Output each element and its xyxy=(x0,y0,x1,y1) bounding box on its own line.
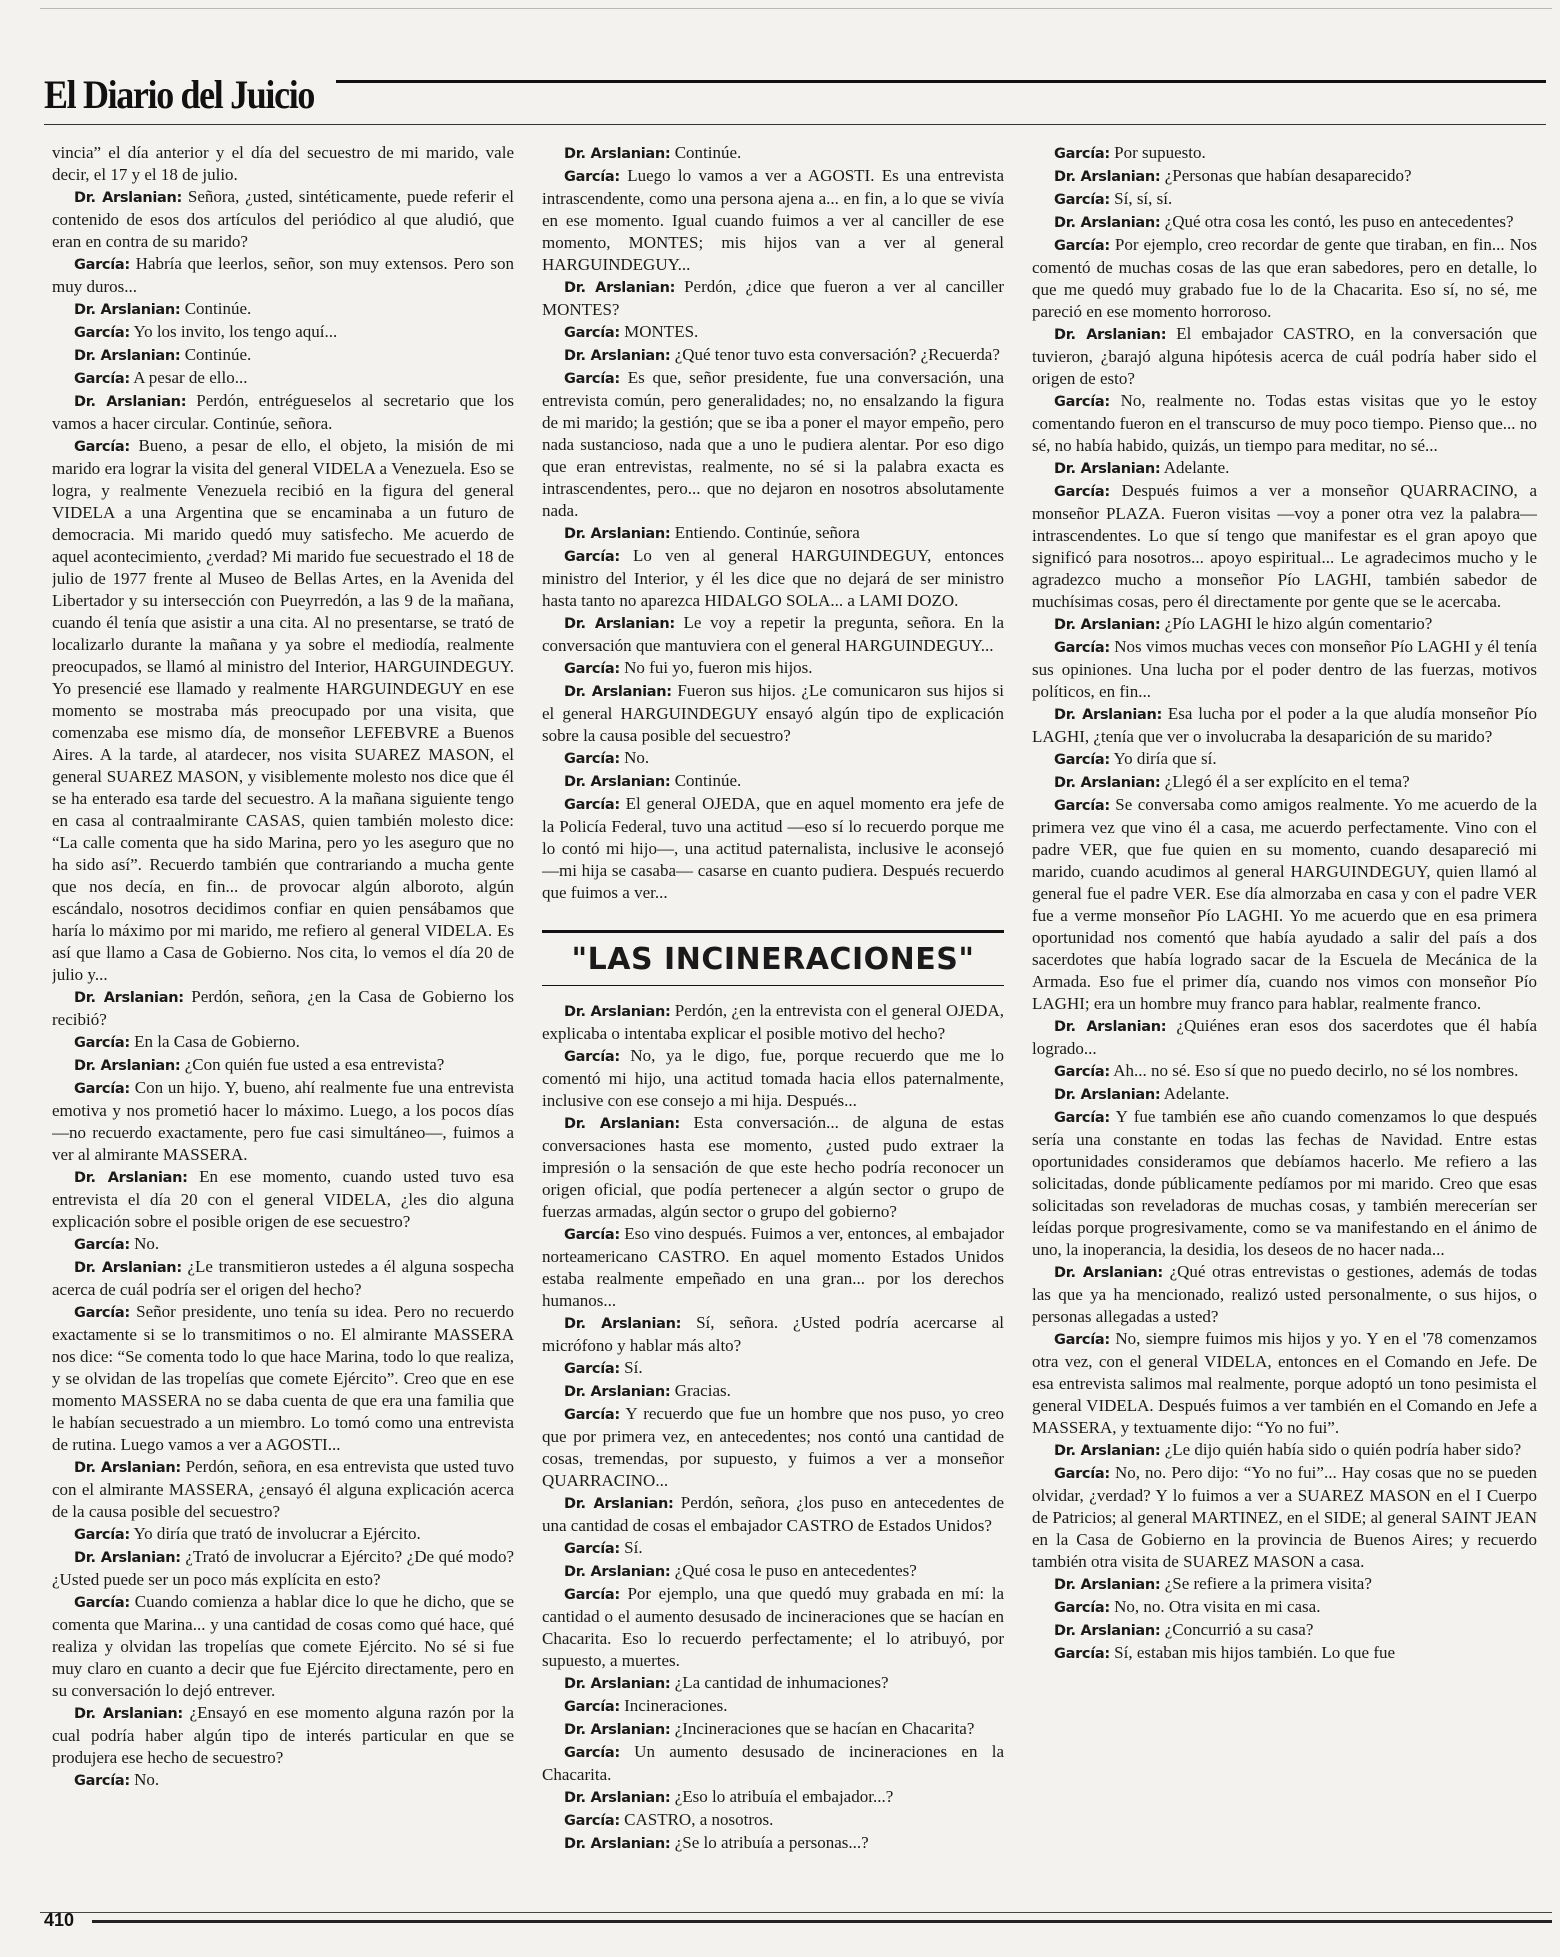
paragraph-text: Sí. xyxy=(619,1358,643,1377)
speaker-label: Dr. Arslanian: xyxy=(1054,1623,1161,1639)
speaker-label: García: xyxy=(564,661,620,677)
paragraph xyxy=(542,1832,1004,1855)
speaker-label: García: xyxy=(1054,1064,1110,1080)
speaker-label: Dr. Arslanian: xyxy=(74,1260,182,1276)
paragraph xyxy=(542,1786,1004,1809)
section-title: "LAS INCINERACIONES" xyxy=(542,930,1004,986)
paragraph-text: El embajador CASTRO, en la conversación que tuvieron, ¿barajó alguna hipótesis acerca de cuál podría haber sido el origen de esto? xyxy=(1032,324,1537,388)
speaker-label: Dr. Arslanian: xyxy=(1054,169,1161,185)
speaker-label: García: xyxy=(74,1081,130,1097)
paragraph-text: Adelante. xyxy=(1160,1084,1230,1103)
paragraph xyxy=(52,1591,514,1702)
speaker-label: García: xyxy=(564,1813,620,1829)
speaker-label: Dr. Arslanian: xyxy=(74,1706,183,1722)
paragraph-text: Por supuesto. xyxy=(1109,143,1206,162)
speaker-label: García: xyxy=(1054,484,1110,500)
speaker-label: García: xyxy=(564,169,620,185)
paragraph-text: Continúe. xyxy=(180,299,252,318)
paragraph-text: Sí, sí, sí. xyxy=(1109,189,1173,208)
speaker-label: García: xyxy=(1054,192,1110,208)
paragraph xyxy=(542,680,1004,747)
paragraph-text: El general OJEDA, que en aquel momento era jefe de la Policía Federal, tuvo una actitud —eso sí lo recuerdo porque me lo contó mi hijo—, una actitud paternalista, inclusive le aconsejó —mi hija se casaba— casarse en cuanto pudiera. Después recuerdo que fuimos a ver... xyxy=(542,794,1004,902)
paragraph-text: Continúe. xyxy=(670,143,742,162)
page-number: 410 xyxy=(44,1910,75,1930)
paragraph-text: Y recuerdo que fue un hombre que nos puso, yo creo que por primera vez, en antecedentes; nos contó una cantidad de cosas, tremendas, por supuesto, y fuimos a ver a monseñor QUARRACINO... xyxy=(542,1404,1004,1490)
paragraph xyxy=(1032,1015,1537,1060)
paragraph xyxy=(52,1077,514,1166)
speaker-label: García: xyxy=(1054,640,1110,656)
header-rule xyxy=(336,80,1546,83)
speaker-label: García: xyxy=(1054,1466,1110,1482)
paragraph xyxy=(52,1166,514,1233)
paragraph-text: En la Casa de Gobierno. xyxy=(129,1032,300,1051)
footer-rule xyxy=(40,1912,1552,1913)
speaker-label: García: xyxy=(564,797,620,813)
speaker-label: García: xyxy=(564,1587,620,1603)
speaker-label: Dr. Arslanian: xyxy=(1054,1443,1161,1459)
paragraph xyxy=(52,298,514,321)
paragraph-text: Un aumento desusado de incineraciones en la Chacarita. xyxy=(542,1742,1004,1784)
paragraph xyxy=(542,1223,1004,1312)
paragraph xyxy=(1032,1106,1537,1261)
paragraph xyxy=(542,142,1004,165)
speaker-label: Dr. Arslanian: xyxy=(564,1836,671,1852)
speaker-label: García: xyxy=(1054,146,1110,162)
speaker-label: Dr. Arslanian: xyxy=(74,190,183,206)
speaker-label: Dr. Arslanian: xyxy=(564,774,671,790)
paragraph xyxy=(542,1560,1004,1583)
paragraph xyxy=(52,1769,514,1792)
paragraph-text: Nos vimos muchas veces con monseñor Pío LAGHI y él tenía sus opiniones. Una lucha por el poder dentro de las fuerzas, motivos políticos, en fin... xyxy=(1032,637,1537,701)
paragraph-text: Perdón, señora, ¿los puso en antecedentes de una cantidad de cosas el embajador CASTRO de Estados Unidos? xyxy=(542,1493,1004,1535)
paragraph xyxy=(1032,390,1537,457)
paragraph-text: No. xyxy=(129,1770,160,1789)
speaker-label: Dr. Arslanian: xyxy=(1054,1019,1167,1035)
paragraph xyxy=(1032,1619,1537,1642)
paragraph-text: Con un hijo. Y, bueno, ahí realmente fue una entrevista emotiva y nos prometió hacer lo máximo. Luego, a los pocos días —no recuerdo exactamente, pero fue casi simultáneo—, fuimos a ver al almirante MASSERA. xyxy=(52,1078,514,1164)
paragraph xyxy=(542,1357,1004,1380)
speaker-label: García: xyxy=(564,1699,620,1715)
paragraph-text: Yo los invito, los tengo aquí... xyxy=(129,322,338,341)
speaker-label: García: xyxy=(74,325,130,341)
speaker-label: Dr. Arslanian: xyxy=(74,1460,181,1476)
paragraph xyxy=(52,435,514,986)
paragraph-text: Fueron sus hijos. ¿Le comunicaron sus hijos si el general HARGUINDEGUY ensayó algún tipo de explicación sobre la causa posible del secuestro? xyxy=(542,681,1004,745)
speaker-label: García: xyxy=(74,1237,130,1253)
paragraph-text: No. xyxy=(129,1234,160,1253)
speaker-label: Dr. Arslanian: xyxy=(564,526,671,542)
paragraph xyxy=(542,1403,1004,1492)
paragraph xyxy=(542,657,1004,680)
paragraph xyxy=(1032,1439,1537,1462)
paragraph xyxy=(1032,1060,1537,1083)
speaker-label: Dr. Arslanian: xyxy=(564,684,672,700)
paragraph-text: Yo diría que sí. xyxy=(1109,749,1217,768)
speaker-label: García: xyxy=(1054,1646,1110,1662)
speaker-label: García: xyxy=(74,439,130,455)
paragraph-text: ¿Llegó él a ser explícito en el tema? xyxy=(1160,772,1410,791)
speaker-label: Dr. Arslanian: xyxy=(1054,327,1167,343)
speaker-label: Dr. Arslanian: xyxy=(564,1722,671,1738)
paragraph xyxy=(542,770,1004,793)
paragraph xyxy=(542,793,1004,904)
column-3 xyxy=(1032,142,1537,1900)
paragraph xyxy=(1032,613,1537,636)
paragraph-text: Después fuimos a ver a monseñor QUARRACINO, a monseñor PLAZA. Fueron visitas —voy a poner otra vez la palabra— intrascendentes. Lo que sí tengo que manifestar es el gran apoyo que significó para nosotros... apoyo espiritual... Le agradecimos mucho y le agradezco mucho a monseñor Pío LAGHI, también sabedor de muchísimas cosas, pero él directamente por gente que se le acercaba. xyxy=(1032,481,1537,611)
paragraph-text: ¿Qué otra cosa les contó, les puso en antecedentes? xyxy=(1160,212,1514,231)
paragraph xyxy=(542,545,1004,612)
paragraph xyxy=(52,1054,514,1077)
speaker-label: García: xyxy=(1054,1110,1110,1126)
paragraph-text: Le voy a repetir la pregunta, señora. En la conversación que mantuviera con el general HARGUINDEGUY... xyxy=(542,613,1004,655)
speaker-label: Dr. Arslanian: xyxy=(74,394,187,410)
paragraph-text: Por ejemplo, una que quedó muy grabada en mí: la cantidad o el aumento desusado de incineraciones que se hacían en Chacarita. Eso lo recuerdo perfectamente; el lo atribuyó, por supuesto, a muertes. xyxy=(542,1584,1004,1670)
paragraph xyxy=(542,1583,1004,1672)
paragraph-text: En ese momento, cuando usted tuvo esa entrevista el día 20 con el general VIDELA, ¿les dio alguna explicación sobre el posible origen de ese secuestro? xyxy=(52,1167,514,1231)
paragraph-text: Señora, ¿usted, sintéticamente, puede referir el contenido de esos dos artículos del periódico al que aludió, que eran en contra de su marido? xyxy=(52,187,514,251)
paragraph-text: Y fue también ese año cuando comenzamos lo que después sería una constante en todas las fechas de Navidad. Entre estas oportunidades consideramos que debíamos hacerlo. Me refiero a las solicitadas, donde públicamente pedíamos por mi marido. Creo que esas solicitadas son reveladoras de muchas cosas, y también merecerían ser leídas porque progresivamente, como se va manifestando en el ánimo de uno, la inoperancia, la desidia, los deseos de no hacer nada... xyxy=(1032,1107,1537,1259)
paragraph-text: ¿Personas que habían desaparecido? xyxy=(1160,166,1412,185)
speaker-label: Dr. Arslanian: xyxy=(74,1058,181,1074)
paragraph xyxy=(1032,142,1537,165)
speaker-label: García: xyxy=(564,1049,620,1065)
paragraph-text: ¿Le transmitieron ustedes a él alguna sospecha acerca de cuál podría ser el origen del hecho? xyxy=(52,1257,514,1299)
speaker-label: García: xyxy=(564,1541,620,1557)
speaker-label: García: xyxy=(1054,1332,1110,1348)
speaker-label: Dr. Arslanian: xyxy=(1054,1577,1161,1593)
speaker-label: García: xyxy=(74,1527,130,1543)
paragraph-text: Continúe. xyxy=(180,345,252,364)
paragraph-text: No, no. Pero dijo: “Yo no fui”... Hay cosas que no se pueden olvidar, ¿verdad? Y lo fuimos a ver a SUAREZ MASON en el I Cuerpo de Patricios; al general MARTINEZ, en el SIDE; al general SAINT JEAN en la Casa de Gobierno en la provincia de Buenos Aires; y recuerdo también otra visita de SUAREZ MASON a casa. xyxy=(1032,1463,1537,1571)
paragraph xyxy=(1032,1083,1537,1106)
paragraph xyxy=(1032,165,1537,188)
speaker-label: Dr. Arslanian: xyxy=(564,348,671,364)
paragraph xyxy=(52,186,514,253)
paragraph xyxy=(542,1741,1004,1786)
paragraph xyxy=(542,522,1004,545)
speaker-label: Dr. Arslanian: xyxy=(564,1316,682,1332)
paragraph-text: Eso vino después. Fuimos a ver, entonces, al embajador norteamericano CASTRO. En aquel momento Estados Unidos estaba realmente empeñado en una gran... por los derechos humanos... xyxy=(542,1224,1004,1310)
paragraph xyxy=(1032,1328,1537,1439)
speaker-label: Dr. Arslanian: xyxy=(564,1384,671,1400)
speaker-label: Dr. Arslanian: xyxy=(74,990,184,1006)
paragraph xyxy=(52,1031,514,1054)
paragraph xyxy=(1032,1596,1537,1619)
paragraph-text: Luego lo vamos a ver a AGOSTI. Es una entrevista intrascendente, como una persona ajena a... en fin, a lo que se vivía en ese momento. Igual cuando fuimos a ver al canciller de ese momento, MONTES; mis hijos van a ver al general HARGUINDEGUY... xyxy=(542,166,1004,274)
paragraph-text: ¿Qué cosa le puso en antecedentes? xyxy=(670,1561,917,1580)
paragraph-text: ¿Se refiere a la primera visita? xyxy=(1160,1574,1372,1593)
speaker-label: García: xyxy=(74,1773,130,1789)
speaker-label: Dr. Arslanian: xyxy=(564,1496,674,1512)
speaker-label: Dr. Arslanian: xyxy=(1054,1087,1161,1103)
paragraph-text: ¿Quiénes eran esos dos sacerdotes que él había logrado... xyxy=(1032,1016,1537,1058)
speaker-label: García: xyxy=(74,1595,130,1611)
paragraph-text: Gracias. xyxy=(670,1381,731,1400)
speaker-label: Dr. Arslanian: xyxy=(1054,775,1161,791)
speaker-label: García: xyxy=(74,257,130,273)
paragraph-text: ¿Trató de involucrar a Ejército? ¿De qué modo? ¿Usted puede ser un poco más explícita en esto? xyxy=(52,1547,514,1589)
paragraph-text: Ah... no sé. Eso sí que no puedo decirlo, no sé los nombres. xyxy=(1109,1061,1519,1080)
paragraph xyxy=(52,1702,514,1769)
speaker-label: García: xyxy=(1054,394,1110,410)
speaker-label: Dr. Arslanian: xyxy=(74,1170,188,1186)
speaker-label: Dr. Arslanian: xyxy=(564,280,676,296)
paragraph xyxy=(1032,188,1537,211)
paragraph xyxy=(52,367,514,390)
paragraph xyxy=(1032,636,1537,703)
paragraph-text: Señor presidente, uno tenía su idea. Pero no recuerdo exactamente si se lo transmitimos o no. El almirante MASSERA nos dice: “Se comenta todo lo que hace Marina, todo lo que realiza, y se olvidan de las tropelías que comete Ejército”. Creo que en ese momento MASSERA no se daba cuenta de que era una familia que le habían secuestrado a un miembro. Lo tomó como una entrevista de rutina. Luego vamos a ver a AGOSTI... xyxy=(52,1302,514,1454)
paragraph xyxy=(542,1000,1004,1045)
paragraph xyxy=(1032,1573,1537,1596)
top-rule xyxy=(40,8,1552,9)
paragraph-text: Se conversaba como amigos realmente. Yo me acuerdo de la primera vez que vino él a casa, me acuerdo perfectamente. Vino con el padre VER, que fue quien en su momento, cuando desapareció mi marido, cuando acudimos al general HARGUINDEGUY, quien llamó al general fue el padre VER. Ese día almorzaba en casa y con el padre VER fue a verme monseñor Pío LAGHI. Yo me acuerdo que en esa primera oportunidad nos comentó que había ayudado a salir del país a dos sacerdotes que había logrado sacar de la Escuela de Mecánica de la Armada. Eso fue el primer día, cuando nos vimos con monseñor Pío LAGHI; era un hombre muy franco para hablar, realmente franco. xyxy=(1032,795,1537,1013)
paragraph-text: No, realmente no. Todas estas visitas que yo le estoy comentando fueron en el transcurso de muy poco tiempo. Pienso que... no sé, no había habido, quizás, un tiempo para meditar, no sé... xyxy=(1032,391,1537,455)
paragraph-text: Perdón, ¿en la entrevista con el general OJEDA, explicaba o intentaba explicar el posible motivo del hecho? xyxy=(542,1001,1004,1043)
paragraph xyxy=(542,1492,1004,1537)
masthead: El Diario del Juicio xyxy=(44,72,314,117)
speaker-label: Dr. Arslanian: xyxy=(74,302,181,318)
paragraph-text: ¿Pío LAGHI le hizo algún comentario? xyxy=(1160,614,1433,633)
paragraph-text: Es que, señor presidente, fue una conversación, una entrevista común, pero generalidades; no, no ensalzando la figura de mi marido; la gestión; que se iba a poner el mayor empeño, pero nada sustancioso, nada que a uno le pudiera alentar. Por eso digo que eran entrevistas, realmente, no sé si la palabra exacta es intrascendentes, pero... que no dejaron en nosotros absolutamente nada. xyxy=(542,368,1004,520)
paragraph xyxy=(542,1537,1004,1560)
speaker-label: García: xyxy=(1054,798,1110,814)
paragraph-text: MONTES. xyxy=(619,322,699,341)
paragraph xyxy=(1032,1261,1537,1328)
paragraph xyxy=(542,344,1004,367)
speaker-label: García: xyxy=(564,751,620,767)
article-body xyxy=(52,142,1537,1900)
speaker-label: García: xyxy=(564,1745,620,1761)
speaker-label: Dr. Arslanian: xyxy=(1054,215,1161,231)
speaker-label: García: xyxy=(564,549,620,565)
paragraph-text: Perdón, señora, en esa entrevista que usted tuvo con el almirante MASSERA, ¿ensayó él alguna explicación acerca de la causa posible del secuestro? xyxy=(52,1457,514,1521)
paragraph xyxy=(542,1809,1004,1832)
paragraph-text: ¿Eso lo atribuía el embajador...? xyxy=(670,1787,894,1806)
speaker-label: Dr. Arslanian: xyxy=(1054,617,1161,633)
paragraph-text: Esa lucha por el poder a la que aludía monseñor Pío LAGHI, ¿tenía que ver o involucraba la desaparición de su marido? xyxy=(1032,704,1537,746)
paragraph-text: Por ejemplo, creo recordar de gente que tiraban, en fin... Nos comentó de muchas cosas de las que eran sabedores, pero en detalle, lo que me quedó muy grabado fue lo de la Chacarita. Eso sí, no sé, me pareció en ese momento horroroso. xyxy=(1032,235,1537,321)
speaker-label: García: xyxy=(1054,1600,1110,1616)
paragraph xyxy=(542,747,1004,770)
paragraph-text: Bueno, a pesar de ello, el objeto, la misión de mi marido era lograr la visita del general VIDELA a Venezuela. Eso se logra, y realmente Venezuela recibió en la figura del general VIDELA a una Argentina que se encaminaba a un futuro de democracia. Mi marido quedó muy satisfecho. Me acuerdo de aquel acontecimiento, ¿verdad? Mi marido fue secuestrado el 18 de julio de 1977 frente al Museo de Bellas Artes, en la Avenida del Libertador y su intersección con Pueyrredón, a las 9 de la mañana, cuando él tenía que asistir a una cita. Al no presentarse, se trató de localizarlo durante la mañana y ya sobre el mediodía, realmente preocupados, se llamó al ministro del Interior, HARGUINDEGUY. Yo presencié ese llamado y realmente HARGUINDEGUY en ese momento se mostraba más preocupado por una visita, que comenzaba ese mismo día, de monseñor LEFEBVRE a Buenos Aires. A la tarde, al atardecer, nos visita SUAREZ MASON, el general SUAREZ MASON, y visiblemente molesto nos dice que él se ha enterado esa tarde del secuestro. A la mañana siguiente tengo en casa al contraalmirante CASAS, quien también molesto dice: “La calle comenta que ha sido Marina, pero yo les aseguro que no ha sido así”. Recuerdo también que contrariando a mucha gente que nos decía, en fin... de provocar algún alboroto, algún escándalo, nosotros decidimos confiar en quien pensábamos que haría lo máximo por mi marido, me refiero al general VIDELA. Es así que llamo a Casa de Gobierno. Nos cita, lo vemos el día 20 de julio y... xyxy=(52,436,514,984)
paragraph-text: ¿Qué tenor tuvo esta conversación? ¿Recuerda? xyxy=(670,345,1000,364)
paragraph xyxy=(542,1312,1004,1357)
column-1 xyxy=(52,142,514,1900)
paragraph xyxy=(52,344,514,367)
header-underline xyxy=(44,124,1546,125)
paragraph-text: Continúe. xyxy=(670,771,742,790)
speaker-label: García: xyxy=(564,1361,620,1377)
paragraph xyxy=(1032,234,1537,323)
speaker-label: García: xyxy=(1054,752,1110,768)
speaker-label: Dr. Arslanian: xyxy=(74,348,181,364)
paragraph-text: ¿Incineraciones que se hacían en Chacarita? xyxy=(670,1719,975,1738)
paragraph-text: Lo ven al general HARGUINDEGUY, entonces ministro del Interior, y él les dice que no dejará de ser ministro hasta tanto no aparezca HIDALGO SOLA... a LAMI DOZO. xyxy=(542,546,1004,610)
paragraph xyxy=(52,142,514,186)
speaker-label: García: xyxy=(564,1227,620,1243)
paragraph xyxy=(542,165,1004,276)
paragraph-text: No, ya le digo, fue, porque recuerdo que me lo comentó mi hijo, una actitud tomada hacia ellos paternalmente, inclusive con ese consejo a mi hija. Después... xyxy=(542,1046,1004,1110)
paragraph xyxy=(52,986,514,1031)
paragraph-text: Perdón, señora, ¿en la Casa de Gobierno los recibió? xyxy=(52,987,514,1029)
paragraph-text: No, siempre fuimos mis hijos y yo. Y en el '78 comenzamos otra vez, con el general VIDELA, entonces en el Comando en Jefe. De esa entrevista salimos mal realmente, porque adoptó un tono pesimista el general VIDELA. Después fuimos a ver también en el Comando en Jefe a MASSERA, y textuamente dijo: “Yo no fui”. xyxy=(1032,1329,1537,1437)
paragraph xyxy=(52,1233,514,1256)
speaker-label: García: xyxy=(74,1035,130,1051)
speaker-label: Dr. Arslanian: xyxy=(1054,1265,1163,1281)
speaker-label: García: xyxy=(74,1305,130,1321)
paragraph-text: ¿Qué otras entrevistas o gestiones, además de todas las que ya ha mencionado, realizó usted personalmente, o sus hijos, o personas allegadas a usted? xyxy=(1032,1262,1537,1326)
paragraph-text: No fui yo, fueron mis hijos. xyxy=(619,658,813,677)
paragraph xyxy=(52,1301,514,1456)
paragraph xyxy=(52,1523,514,1546)
paragraph-text: Incineraciones. xyxy=(619,1696,728,1715)
speaker-label: García: xyxy=(1054,238,1110,254)
paragraph-text: Entiendo. Continúe, señora xyxy=(670,523,860,542)
paragraph xyxy=(52,253,514,298)
paragraph xyxy=(52,390,514,435)
paragraph xyxy=(542,1380,1004,1403)
paragraph xyxy=(542,367,1004,522)
page-header xyxy=(44,72,1546,124)
paragraph-text: ¿Concurrió a su casa? xyxy=(1160,1620,1314,1639)
speaker-label: García: xyxy=(564,1407,620,1423)
paragraph-text: Sí, estaban mis hijos también. Lo que fue xyxy=(1109,1643,1396,1662)
speaker-label: Dr. Arslanian: xyxy=(564,1790,671,1806)
paragraph-text: ¿La cantidad de inhumaciones? xyxy=(670,1673,889,1692)
paragraph xyxy=(1032,323,1537,390)
paragraph xyxy=(1032,457,1537,480)
paragraph xyxy=(1032,1462,1537,1573)
paragraph-text: ¿Con quién fue usted a esa entrevista? xyxy=(180,1055,445,1074)
paragraph-text: Perdón, ¿dice que fueron a ver al canciller MONTES? xyxy=(542,277,1004,319)
paragraph xyxy=(542,1718,1004,1741)
paragraph-text: Adelante. xyxy=(1160,458,1230,477)
paragraph-text: Perdón, entrégueselos al secretario que los vamos a hacer circular. Continúe, señora. xyxy=(52,391,514,433)
paragraph-text: ¿Le dijo quién había sido o quién podría haber sido? xyxy=(1160,1440,1522,1459)
speaker-label: Dr. Arslanian: xyxy=(564,1564,671,1580)
paragraph-text: No. xyxy=(619,748,650,767)
speaker-label: Dr. Arslanian: xyxy=(1054,707,1163,723)
paragraph xyxy=(1032,771,1537,794)
paragraph xyxy=(542,1695,1004,1718)
paragraph-text: No, no. Otra visita en mi casa. xyxy=(1109,1597,1321,1616)
paragraph xyxy=(542,612,1004,657)
paragraph-text: CASTRO, a nosotros. xyxy=(619,1810,774,1829)
paragraph xyxy=(52,321,514,344)
paragraph xyxy=(52,1256,514,1301)
paragraph xyxy=(542,1045,1004,1112)
speaker-label: Dr. Arslanian: xyxy=(564,1004,671,1020)
paragraph xyxy=(1032,211,1537,234)
paragraph-text: A pesar de ello... xyxy=(129,368,248,387)
paragraph-text: Sí, señora. ¿Usted podría acercarse al micrófono y hablar más alto? xyxy=(542,1313,1004,1355)
paragraph xyxy=(542,1112,1004,1223)
paragraph-text: ¿Se lo atribuía a personas...? xyxy=(670,1833,869,1852)
paragraph xyxy=(1032,480,1537,613)
paragraph xyxy=(1032,703,1537,748)
paragraph-text: Habría que leerlos, señor, son muy extensos. Pero son muy duros... xyxy=(52,254,514,296)
paragraph xyxy=(542,321,1004,344)
speaker-label: Dr. Arslanian: xyxy=(564,1676,671,1692)
speaker-label: García: xyxy=(564,371,620,387)
paragraph xyxy=(52,1456,514,1523)
paragraph-text: Yo diría que trató de involucrar a Ejército. xyxy=(129,1524,421,1543)
paragraph xyxy=(52,1546,514,1591)
paragraph xyxy=(1032,748,1537,771)
footer-rule-thick xyxy=(92,1920,1552,1923)
speaker-label: García: xyxy=(564,325,620,341)
paragraph-text: Cuando comienza a hablar dice lo que he dicho, que se comenta que Marina... y una cantidad de cosas como qué hace, qué realiza y olvidan las tropelías que comete Ejército. No sé si fue muy claro en cuanto a decir que fue Ejército directamente, pero en su conversación lo dejó entrever. xyxy=(52,1592,514,1700)
speaker-label: Dr. Arslanian: xyxy=(1054,461,1161,477)
speaker-label: Dr. Arslanian: xyxy=(564,146,671,162)
paragraph xyxy=(1032,1642,1537,1665)
speaker-label: Dr. Arslanian: xyxy=(74,1550,181,1566)
paragraph xyxy=(542,276,1004,321)
column-2 xyxy=(542,142,1004,1900)
paragraph-text: vincia” el día anterior y el día del secuestro de mi marido, vale decir, el 17 y el 18 de julio. xyxy=(52,143,514,184)
speaker-label: Dr. Arslanian: xyxy=(564,1116,680,1132)
paragraph-text: Sí. xyxy=(619,1538,643,1557)
paragraph-text: Esta conversación... de alguna de estas conversaciones hasta ese momento, ¿usted pudo extraer la impresión o la sensación de que este hecho podría reconocer un origen oficial, que podía pertenecer a algún sector o grupo de fuerzas armadas, algún sector o grupo del gobierno? xyxy=(542,1113,1004,1221)
paragraph-text: ¿Ensayó en ese momento alguna razón por la cual podría haber algún tipo de interés particular en que se produjera ese hecho de secuestro? xyxy=(52,1703,514,1767)
speaker-label: Dr. Arslanian: xyxy=(564,616,675,632)
paragraph xyxy=(1032,794,1537,1015)
speaker-label: García: xyxy=(74,371,130,387)
paragraph xyxy=(542,1672,1004,1695)
